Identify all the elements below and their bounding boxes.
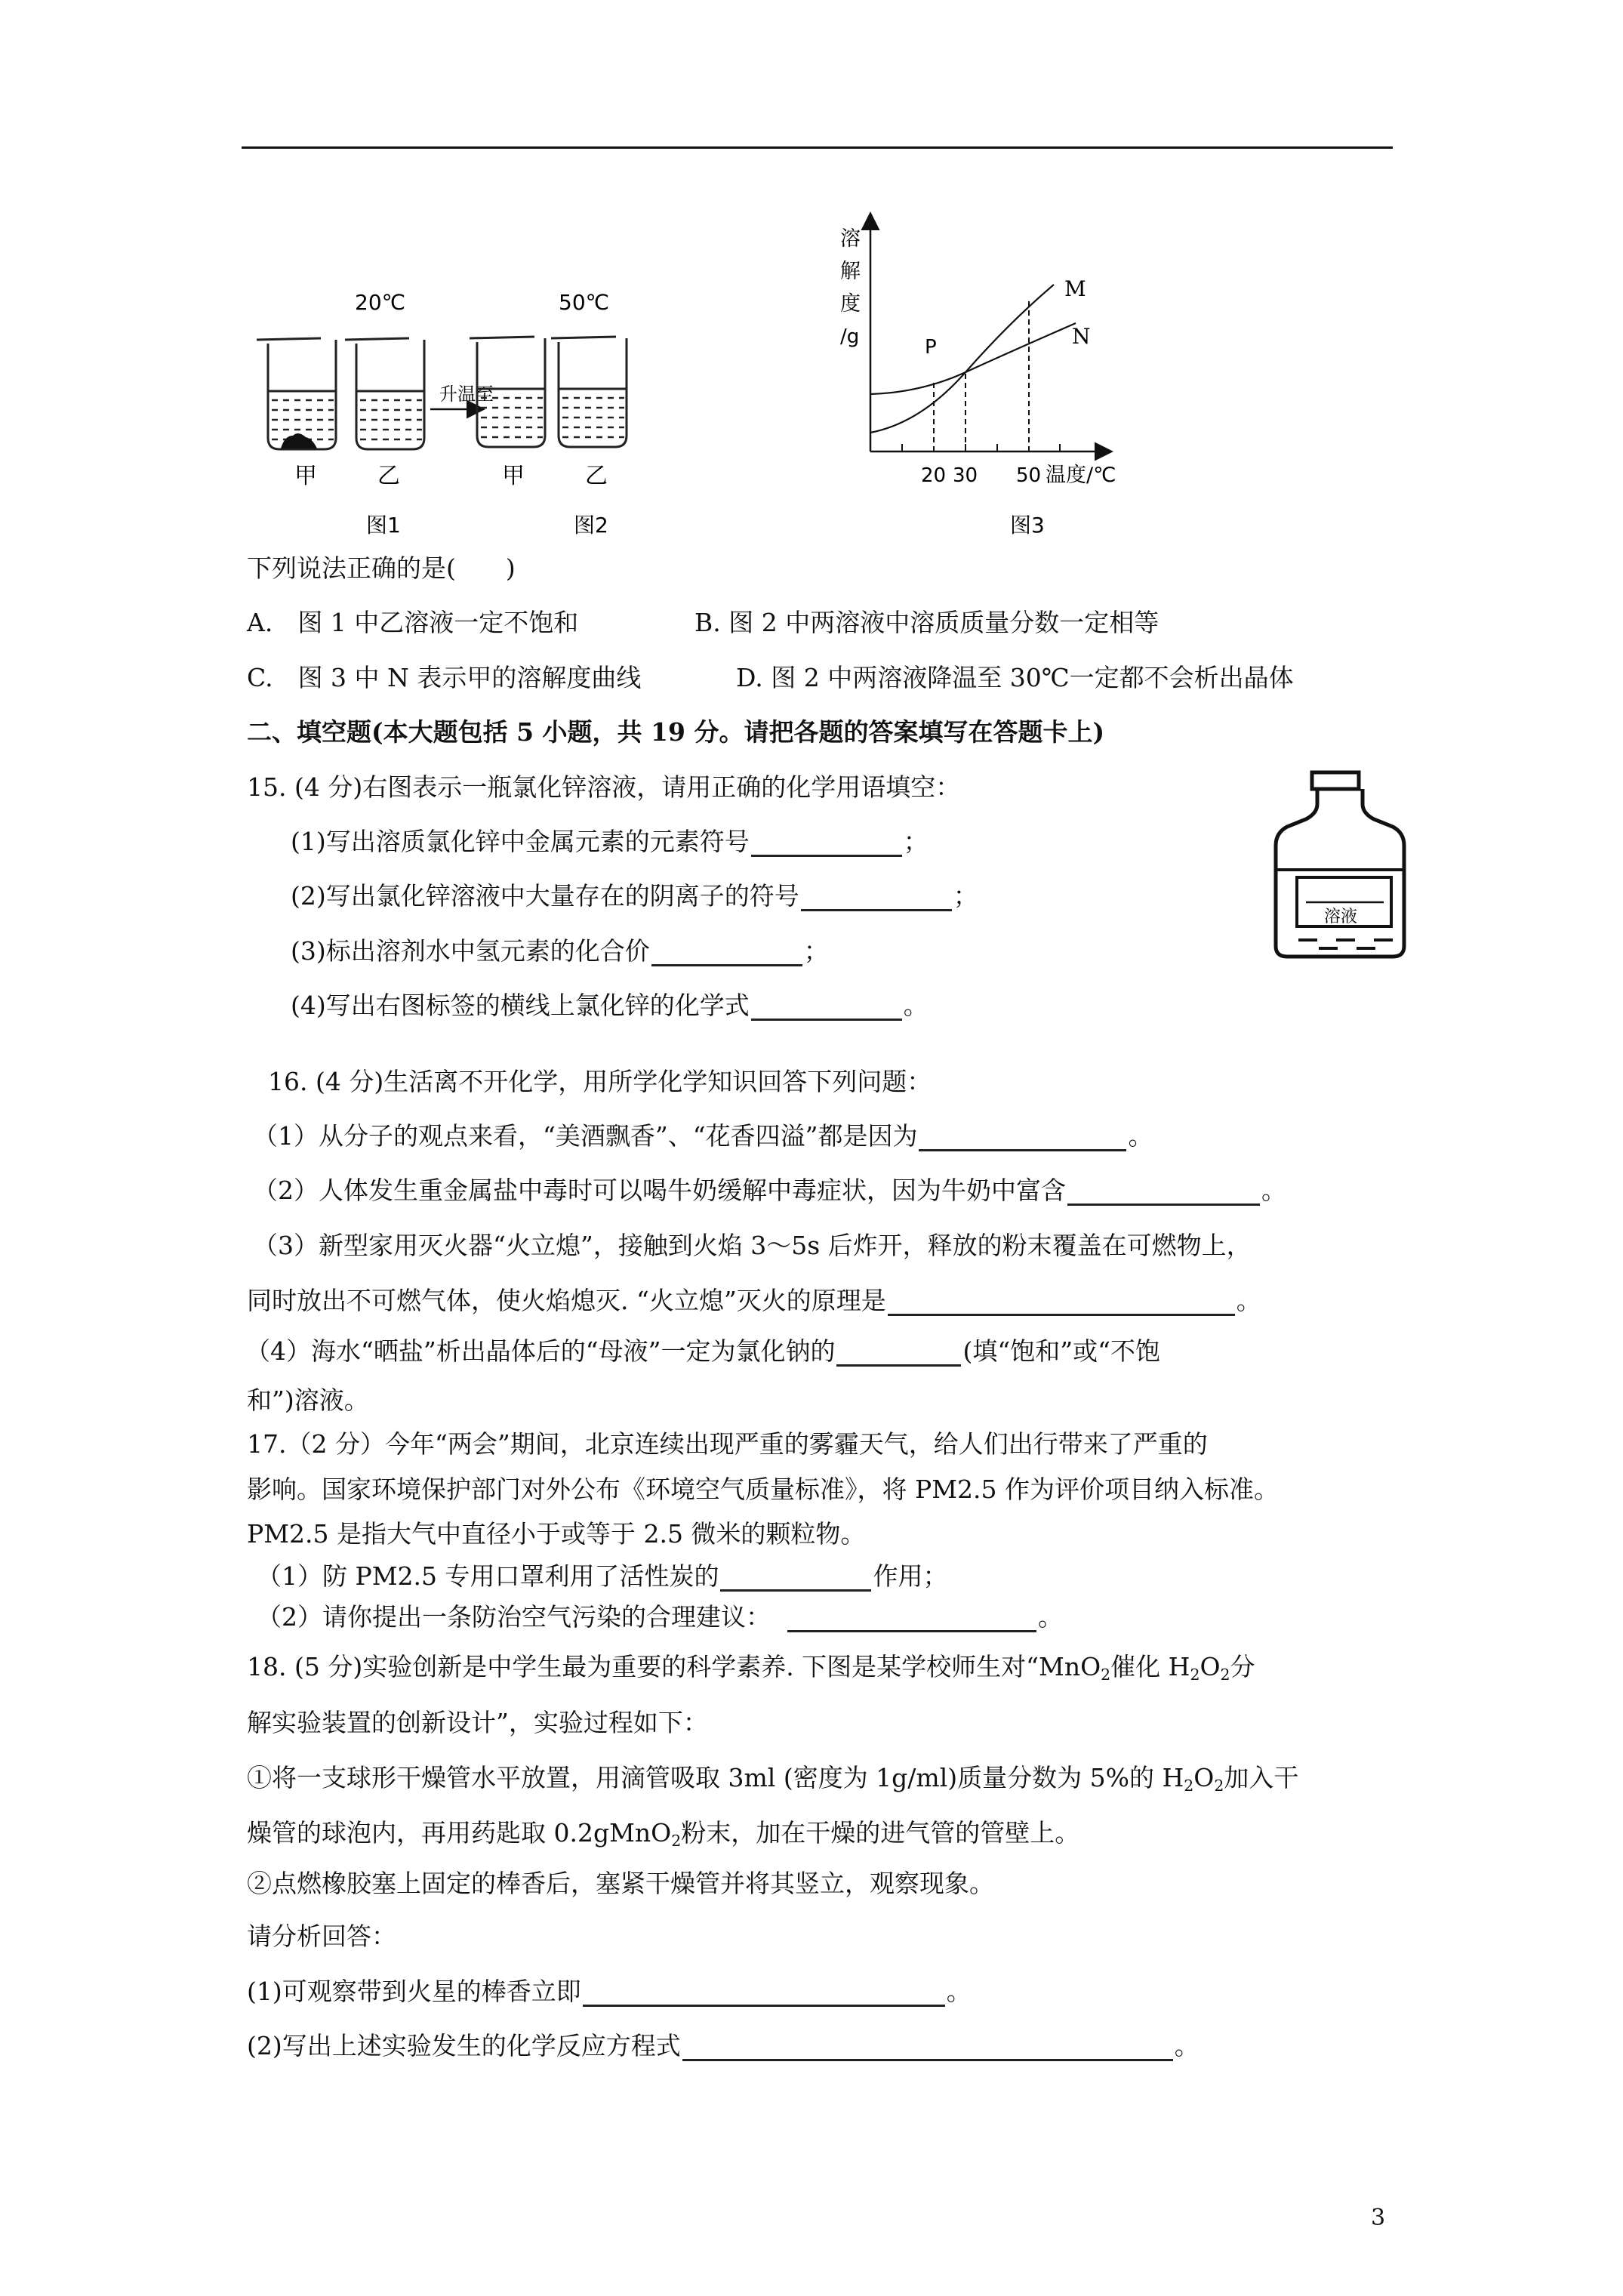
q14-stem: 下列说法正确的是( )	[247, 553, 516, 583]
q18-l1-text-a: 18. (5 分)实验创新是中学生最为重要的科学素养. 下图是某学校师生对“MnO	[247, 1652, 1101, 1681]
q17-line-3: PM2.5 是指大气中直径小于或等于 2.5 微米的颗粒物。	[247, 1519, 866, 1549]
q16-part-3-line-1: （3）新型家用灭火器“火立熄”，接触到火焰 3～5s 后炸开，释放的粉末覆盖在可燃物上，	[253, 1231, 1252, 1260]
q14-option-d: D. 图 2 中两溶液降温至 30℃一定都不会析出晶体	[736, 663, 1294, 692]
fig1-label-yi: 乙	[377, 463, 400, 489]
q18-l1-text-d: 分	[1230, 1652, 1255, 1681]
q18-s1-text-a: ①将一支球形干燥管水平放置，用滴管吸取 3ml (密度为 1g/ml)质量分数为 5%的 H	[247, 1763, 1184, 1792]
q16-p1-end: 。	[1128, 1121, 1153, 1151]
q16-p3-answer-blank[interactable]	[888, 1290, 1235, 1316]
q17-p1-text: （1）防 PM2.5 专用口罩利用了活性炭的	[257, 1561, 719, 1591]
q18-s1-text-c: 加入干	[1224, 1763, 1299, 1792]
arrow-label: 升温至	[439, 384, 494, 405]
q17-p2-text: （2）请你提出一条防治空气污染的合理建议：	[257, 1602, 771, 1632]
q15-p1-answer-blank[interactable]	[751, 831, 902, 857]
subscript-2: 2	[1184, 1777, 1194, 1795]
q17-line-2: 影响。国家环境保护部门对外公布《环境空气质量标准》，将 PM2.5 作为评价项目纳入标准。	[247, 1475, 1279, 1504]
q18-s1-text-d: 燥管的球泡内，再用药匙取 0.2gMnO	[247, 1818, 672, 1848]
curve-n-label: N	[1072, 324, 1091, 349]
q18-line-1	[247, 1652, 1255, 1682]
ylabel-char-2: 解	[840, 260, 861, 283]
fig2-label-yi: 乙	[585, 463, 608, 489]
fig2-label-jia: 甲	[502, 463, 525, 489]
q18-step-1-line-2	[247, 1818, 1080, 1851]
q18-p2-answer-blank[interactable]	[682, 2035, 1173, 2061]
q18-l1-text-c: O	[1200, 1652, 1221, 1681]
q18-line-2: 解实验装置的创新设计”，实验过程如下：	[247, 1708, 708, 1737]
beaker-yi-fig1	[345, 338, 424, 449]
solubility-chart	[840, 215, 1116, 538]
q18-p1-text: (1)可观察带到火星的棒香立即	[247, 1977, 581, 2006]
q16-p4-hint: (填“饱和”或“不饱	[962, 1336, 1160, 1366]
q16-p2-end: 。	[1261, 1176, 1286, 1205]
q18-p1-end: 。	[946, 1977, 972, 2006]
q16-part-3-line-2	[247, 1286, 1261, 1316]
q17-p1-answer-blank[interactable]	[720, 1565, 871, 1592]
beaker-jia-fig1	[257, 338, 336, 449]
curve-m-label: M	[1064, 276, 1086, 301]
tick-30: 30	[953, 464, 978, 487]
subscript-2: 2	[1220, 1666, 1230, 1684]
q18-p1-answer-blank[interactable]	[583, 1980, 945, 2007]
ylabel-char-1: 溶	[840, 227, 861, 251]
q18-s1-text-e: 粉末，加在干燥的进气管的管壁上。	[681, 1818, 1080, 1848]
q17-p1-end: 作用；	[873, 1561, 948, 1591]
subscript-2: 2	[1214, 1777, 1224, 1795]
q15-p2-end: ；	[953, 881, 978, 911]
beaker-yi-fig2	[551, 337, 627, 447]
q18-part-1	[247, 1977, 972, 2007]
q16-p4-answer-blank[interactable]	[836, 1340, 961, 1367]
q16-p2-answer-blank[interactable]	[1067, 1179, 1260, 1206]
reagent-bottle-icon	[1268, 766, 1412, 970]
q15-p3-end: ；	[803, 936, 829, 966]
q16-part-2	[253, 1176, 1286, 1206]
header-rule	[242, 146, 1393, 149]
fig2-caption: 图2	[574, 513, 608, 538]
q15-p1-end: ；	[903, 827, 929, 856]
q14-option-a: A. 图 1 中乙溶液一定不饱和	[247, 608, 579, 637]
tick-50: 50	[1016, 464, 1042, 487]
q14-option-c: C. 图 3 中 N 表示甲的溶解度曲线	[247, 663, 642, 692]
q18-ask: 请分析回答：	[247, 1922, 396, 1951]
q17-p2-answer-blank[interactable]	[787, 1606, 1036, 1632]
q16-p2-text: （2）人体发生重金属盐中毒时可以喝牛奶缓解中毒症状，因为牛奶中富含	[253, 1176, 1066, 1205]
q16-part-4-line-2: 和”)溶液。	[247, 1385, 369, 1415]
q16-p3-end: 。	[1236, 1286, 1261, 1315]
q15-p3-answer-blank[interactable]	[651, 940, 802, 966]
q16-p1-text: （1）从分子的观点来看，“美酒飘香”、“花香四溢”都是因为	[253, 1121, 918, 1151]
q17-line-1: 17.（2 分）今年“两会”期间，北京连续出现严重的雾霾天气，给人们出行带来了严重的	[247, 1429, 1208, 1459]
tick-20: 20	[921, 464, 947, 487]
q15-p1-text: (1)写出溶质氯化锌中金属元素的元素符号	[291, 827, 750, 856]
q18-step-2: ②点燃橡胶塞上固定的棒香后，塞紧干燥管并将其竖立，观察现象。	[247, 1869, 994, 1898]
curve-n	[870, 323, 1076, 394]
subscript-2: 2	[1190, 1666, 1200, 1684]
q16-part-1	[253, 1121, 1153, 1151]
q18-part-2	[247, 2031, 1200, 2061]
crystal-sediment	[281, 433, 317, 448]
q18-p2-text: (2)写出上述实验发生的化学反应方程式	[247, 2031, 681, 2060]
q17-part-1	[257, 1561, 947, 1592]
curve-m	[870, 285, 1054, 433]
q18-step-1-line-1	[247, 1763, 1298, 1793]
fig1-label-jia: 甲	[294, 463, 317, 489]
fig2-temp: 50℃	[559, 290, 610, 315]
fig1-temp: 20℃	[355, 290, 406, 315]
q16-p4-text: （4）海水“晒盐”析出晶体后的“母液”一定为氯化钠的	[245, 1336, 836, 1366]
fig3-caption: 图3	[1010, 513, 1045, 538]
section-2-title: 二、填空题(本大题包括 5 小题，共 19 分。请把各题的答案填写在答题卡上)	[247, 717, 1105, 747]
q15-p4-answer-blank[interactable]	[751, 994, 902, 1021]
q15-p3-text: (3)标出溶剂水中氢元素的化合价	[291, 936, 650, 966]
q16-part-4-line-1	[245, 1336, 1160, 1367]
q15-part-4	[291, 991, 929, 1021]
q15-part-3	[291, 936, 829, 966]
q15-p4-end: 。	[903, 991, 929, 1020]
x-axis-label: 温度/℃	[1046, 464, 1116, 487]
subscript-2: 2	[1101, 1666, 1111, 1684]
q17-part-2	[257, 1602, 1063, 1632]
q15-stem: 15. (4 分)右图表示一瓶氯化锌溶液，请用正确的化学用语填空：	[247, 772, 961, 802]
q16-p1-answer-blank[interactable]	[919, 1125, 1126, 1151]
bottle-label-text: 溶液	[1324, 908, 1358, 926]
q14-option-b: B. 图 2 中两溶液中溶质质量分数一定相等	[694, 608, 1160, 637]
q18-l1-text-b: 催化 H	[1110, 1652, 1190, 1681]
subscript-2: 2	[671, 1832, 682, 1851]
q15-p4-text: (4)写出右图标签的横线上氯化锌的化学式	[291, 991, 750, 1020]
q18-p2-end: 。	[1174, 2031, 1200, 2060]
point-p-label: P	[925, 336, 937, 359]
q15-part-1	[291, 827, 929, 857]
page-number: 3	[1371, 2205, 1386, 2231]
q16-stem: 16. (4 分)生活离不开化学，用所学化学知识回答下列问题：	[268, 1067, 932, 1096]
ylabel-char-3: 度	[840, 292, 861, 316]
q17-p2-end: 。	[1038, 1602, 1063, 1632]
fig1-caption: 图1	[366, 513, 401, 538]
q15-p2-text: (2)写出氯化锌溶液中大量存在的阴离子的符号	[291, 881, 799, 911]
q15-p2-answer-blank[interactable]	[801, 885, 952, 911]
figures-panel	[242, 193, 1223, 547]
q15-part-2	[291, 881, 978, 911]
ylabel-char-4: /g	[840, 325, 860, 348]
q16-p3-text: 同时放出不可燃气体，使火焰熄灭. “火立熄”灭火的原理是	[247, 1286, 886, 1315]
q18-s1-text-b: O	[1193, 1763, 1215, 1792]
